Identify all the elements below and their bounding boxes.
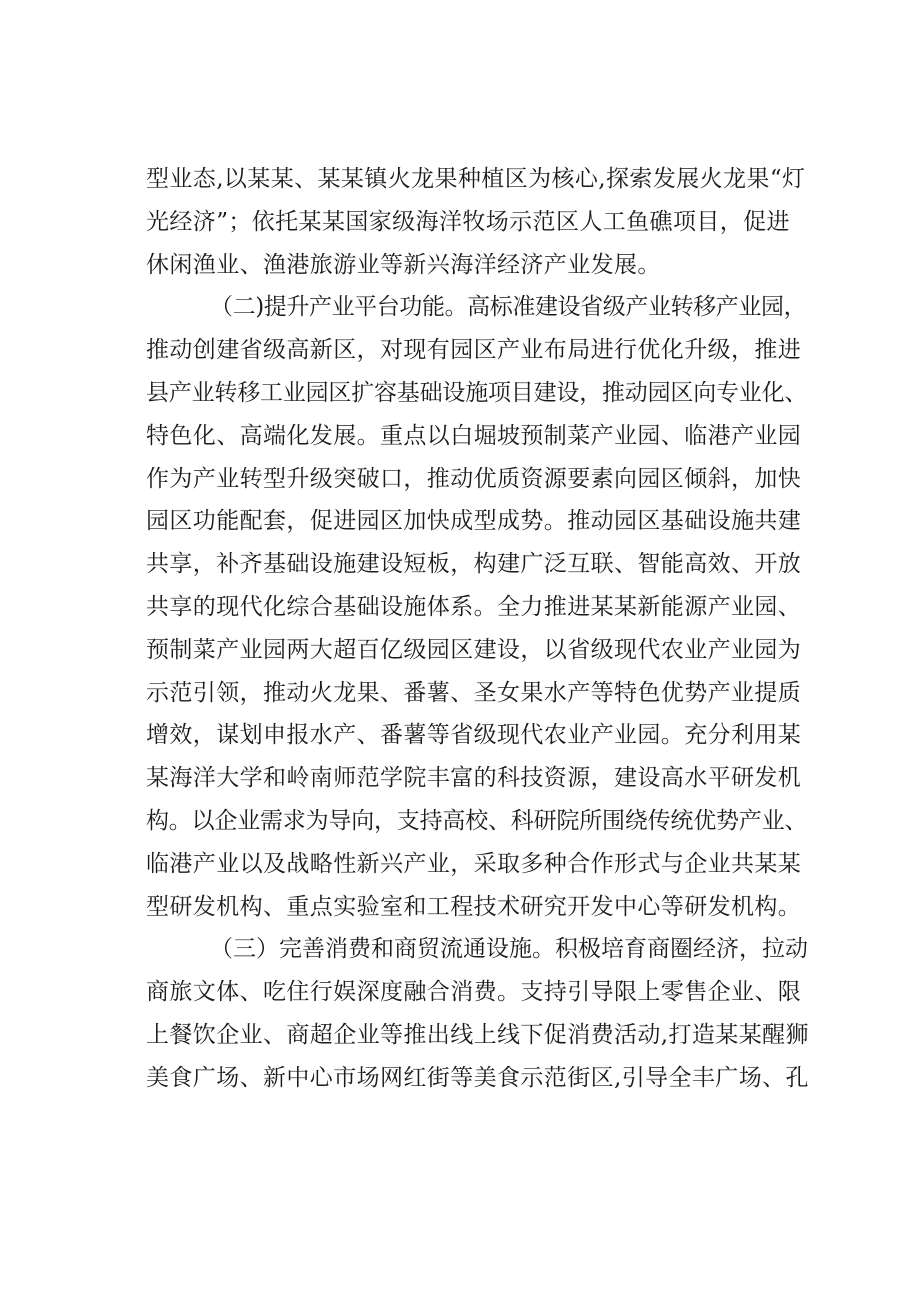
- text-line: 光经济”；依托某某国家级海洋牧场示范区人工鱼礁项目，促进: [146, 208, 790, 235]
- text-line: 预制菜产业园两大超百亿级园区建设，以省级现代农业产业园为: [146, 636, 802, 663]
- text-line: 作为产业转型升级突破口，推动优质资源要素向园区倾斜，加快: [146, 465, 802, 492]
- text-line: 美食广场、新中心市场网红街等美食示范街区,引导全丰广场、孔: [146, 1064, 809, 1091]
- text-line: 上餐饮企业、商超企业等推出线上线下促消费活动,打造某某醒狮: [146, 1021, 809, 1048]
- text-line: 商旅文体、吃住行娱深度融合消费。支持引导限上零售企业、限: [146, 979, 802, 1006]
- section-heading-line: （二)提升产业平台功能。高标准建设省级产业转移产业园，: [210, 294, 807, 321]
- text-line: 园区功能配套，促进园区加快成型成势。推动园区基础设施共建: [146, 508, 802, 535]
- text-line: 示范引领，推动火龙果、番薯、圣女果水产等特色优势产业提质: [146, 679, 802, 706]
- text-line: 型业态,以某某、某某镇火龙果种植区为核心,探索发展火龙果“灯: [146, 166, 806, 192]
- text-line: 共享的现代化综合基础设施体系。全力推进某某新能源产业园、: [146, 593, 802, 620]
- body-text: [146, 158, 810, 1100]
- text-line: 推动创建省级高新区，对现有园区产业布局进行优化升级，推进: [146, 337, 802, 364]
- text-line: 临港产业以及战略性新兴产业，采取多种合作形式与企业共某某: [146, 850, 802, 877]
- text-line: 县产业转移工业园区扩容基础设施项目建设，推动园区向专业化、: [146, 379, 808, 406]
- text-line: 特色化、高端化发展。重点以白堀坡预制菜产业园、临港产业园: [146, 422, 802, 449]
- text-line: 某海洋大学和岭南师范学院丰富的科技资源，建设高水平研发机: [146, 765, 802, 792]
- text-line: 构。以企业需求为导向，支持高校、科研院所围绕传统优势产业、: [146, 807, 808, 834]
- section-heading-line: （三）完善消费和商贸流通设施。积极培育商圈经济，拉动: [210, 936, 808, 963]
- text-line: 休闲渔业、渔港旅游业等新兴海洋经济产业发展。: [146, 251, 661, 278]
- text-line: 共享，补齐基础设施建设短板，构建广泛互联、智能高效、开放: [146, 551, 802, 578]
- text-line: 型研发机构、重点实验室和工程技术研究开发中心等研发机构。: [146, 893, 802, 920]
- text-line: 增效，谋划申报水产、番薯等省级现代农业产业园。充分利用某: [146, 722, 802, 749]
